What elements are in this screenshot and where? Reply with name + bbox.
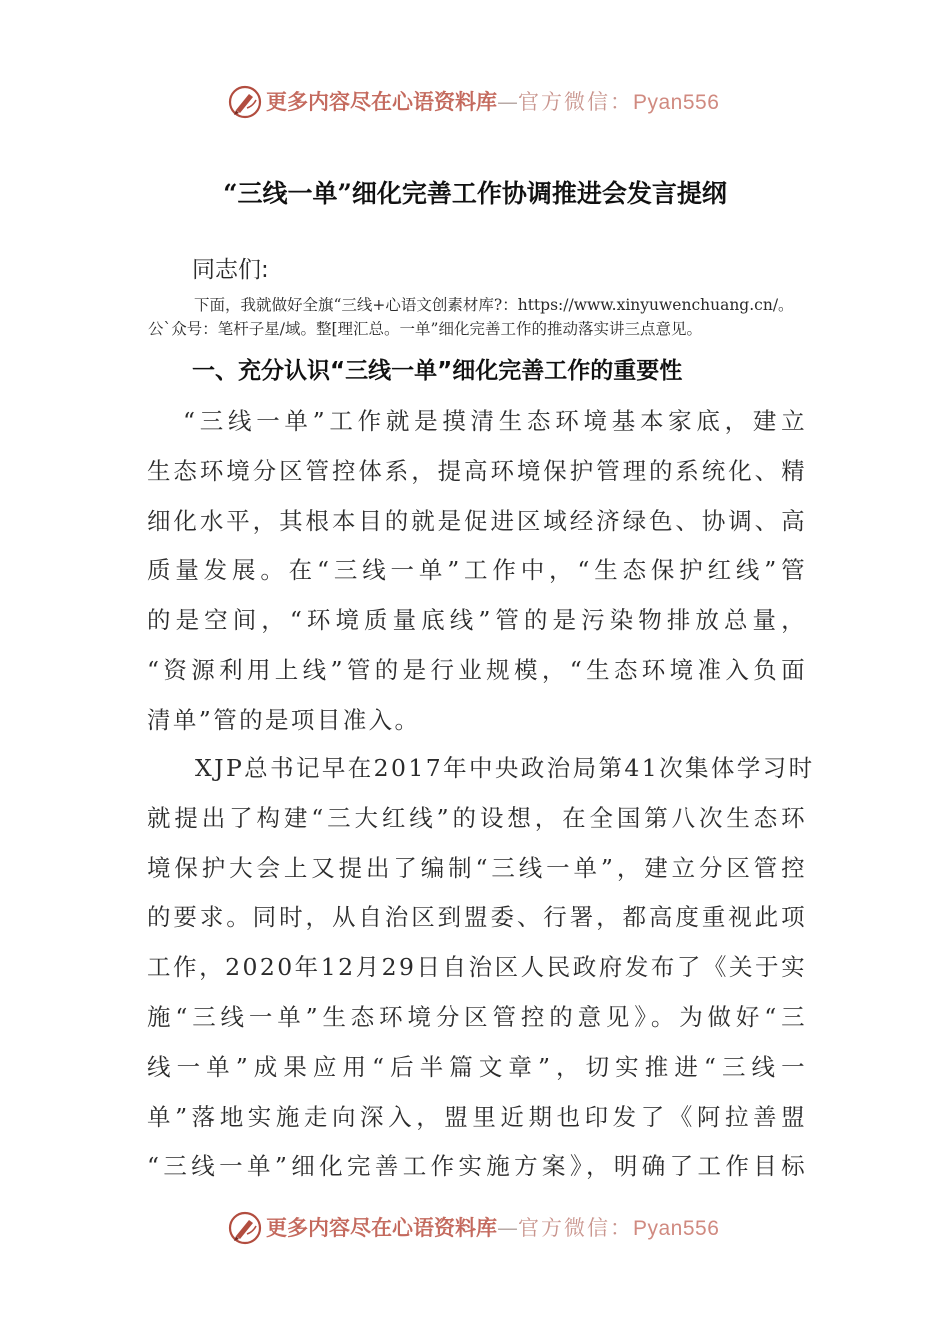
section-heading: 一、充分认识“三线一单”细化完善工作的重要性 [192, 358, 683, 384]
paragraph-line: 细化水平，其根本目的就是促进区域经济绿色、协调、高 [147, 506, 807, 535]
watermark-official-label: 官方微信： [518, 90, 633, 114]
intro-note-line-1: 下面，我就做好全旗“三线+心语文创素材库?：https://www.xinyuwenchuang.cn/。 [194, 296, 794, 314]
paragraph-line: 生态环境分区管控体系，提高环境保护管理的系统化、精 [147, 456, 807, 485]
paragraph-line: 的是空间，“环境质量底线”管的是污染物排放总量， [147, 606, 807, 635]
paragraph-line: XJP总书记早在2017年中央政治局第41次集体学习时 [195, 754, 815, 782]
document-title: “三线一单”细化完善工作协调推进会发言提纲 [223, 179, 727, 208]
watermark-brand: 更多内容尽在心语资料库 [266, 89, 497, 114]
intro-note-line-2: 公`众号：笔杆子星/域。整[理汇总。一单”细化完善工作的推动落实讲三点意见。 [148, 320, 702, 338]
paragraph-line: 就提出了构建“三大红线”的设想，在全国第八次生态环 [147, 803, 807, 832]
watermark-dash: — [497, 1216, 518, 1240]
paragraph-line: 单”落地实施走向深入，盟里近期也印发了《阿拉善盟 [147, 1102, 807, 1131]
paragraph-line: “三线一单”细化完善工作实施方案》，明确了工作目标 [147, 1152, 807, 1181]
paragraph-line: “资源利用上线”管的是行业规模，“生态环境准入负面 [147, 655, 807, 684]
paragraph-line: 的要求。同时，从自治区到盟委、行署，都高度重视此项 [147, 903, 807, 932]
watermark-banner-top [0, 80, 950, 124]
pen-circle-logo-icon [227, 1210, 263, 1246]
watermark-dash: — [497, 90, 518, 114]
watermark-text [266, 88, 719, 117]
paragraph-2 [147, 744, 815, 1192]
watermark-brand: 更多内容尽在心语资料库 [266, 1215, 497, 1240]
paragraph-line: 清单”管的是项目准入。 [147, 705, 421, 734]
watermark-text [266, 1214, 719, 1243]
paragraph-line: 境保护大会上又提出了编制“三线一单”，建立分区管控 [147, 853, 807, 882]
paragraph-line: 质量发展。在“三线一单”工作中，“生态保护红线”管 [147, 556, 807, 585]
paragraph-line: 施“三线一单”生态环境分区管控的意见》。为做好“三 [147, 1002, 807, 1031]
watermark-official-label: 官方微信： [518, 1216, 633, 1240]
watermark-banner-bottom [0, 1206, 950, 1250]
watermark-wechat-id: Pyan556 [633, 1217, 720, 1240]
paragraph-1 [147, 397, 807, 746]
paragraph-line: “三线一单”工作就是摸清生态环境基本家底，建立 [183, 407, 807, 435]
salutation: 同志们: [192, 257, 269, 283]
paragraph-line: 线一单”成果应用“后半篇文章”，切实推进“三线一 [147, 1052, 807, 1081]
pen-circle-logo-icon [227, 84, 263, 120]
paragraph-line: 工作，2020年12月29日自治区人民政府发布了《关于实 [147, 953, 807, 982]
watermark-wechat-id: Pyan556 [633, 91, 720, 114]
